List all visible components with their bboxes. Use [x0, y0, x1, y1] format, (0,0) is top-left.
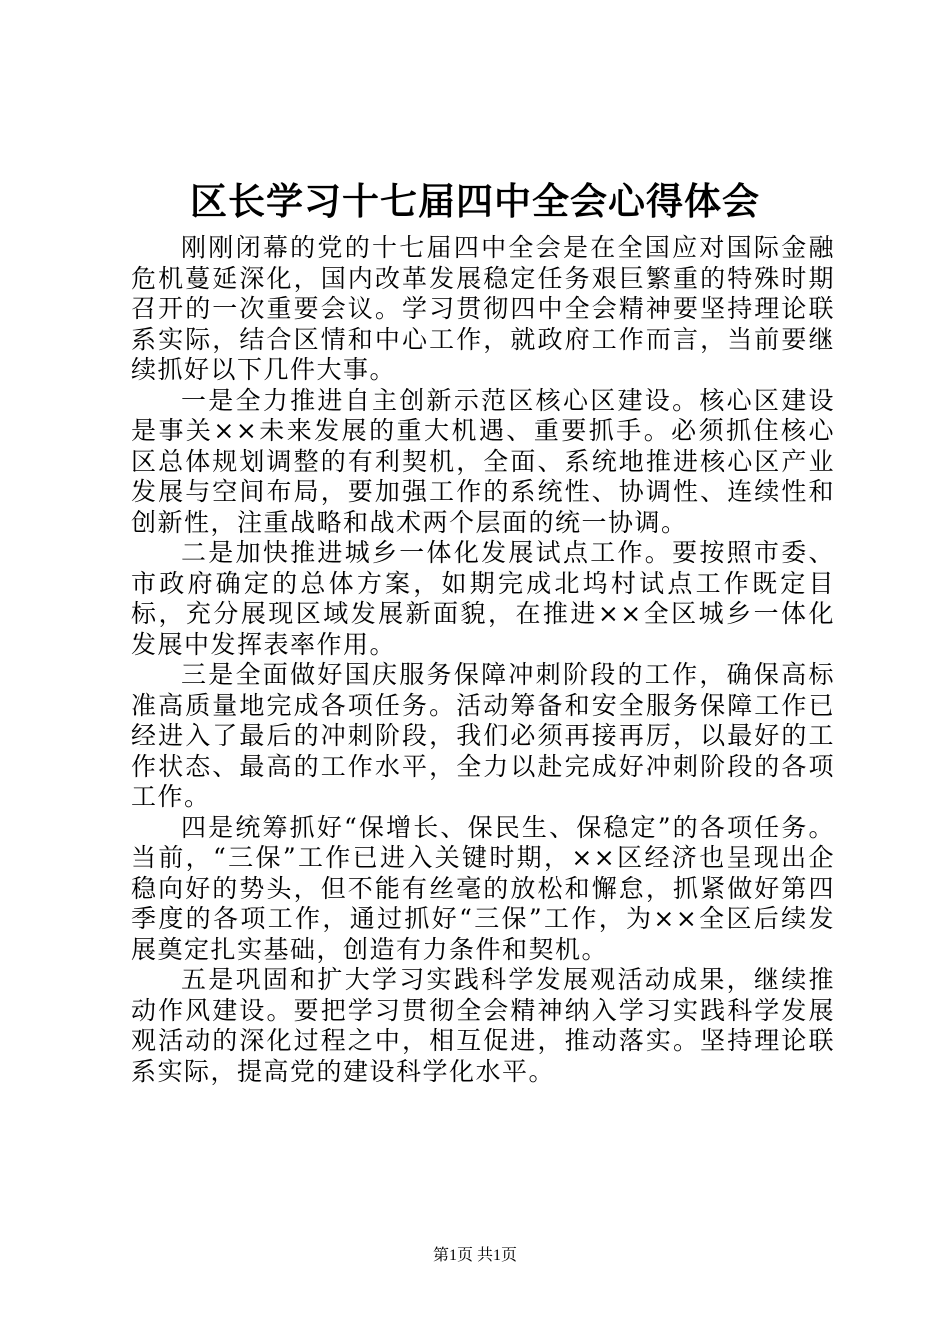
document-title: 区长学习十七届四中全会心得体会 — [190, 180, 760, 223]
paragraph-point-4: 四是统筹抓好“保增长、保民生、保稳定”的各项任务。当前，“三保”工作已进入关键时期，××区经济也呈现出企稳向好的势头，但不能有丝毫的放松和懈怠，抓紧做好第四季度的各项工作，通过抓好“三保”工作，为××全区后续发展奠定扎实基础，创造有力条件和契机。 — [131, 812, 835, 964]
document-body — [131, 233, 835, 1087]
paragraph-point-5: 五是巩固和扩大学习实践科学发展观活动成果，继续推动作风建设。要把学习贯彻全会精神纳入学习实践科学发展观活动的深化过程之中，相互促进，推动落实。坚持理论联系实际，提高党的建设科学化水平。 — [131, 965, 835, 1086]
paragraph-point-3: 三是全面做好国庆服务保障冲刺阶段的工作，确保高标准高质量地完成各项任务。活动筹备和安全服务保障工作已经进入了最后的冲刺阶段，我们必须再接再厉，以最好的工作状态、最高的工作水平，全力以赴完成好冲刺阶段的各项工作。 — [131, 660, 835, 811]
page-footer: 第1页 共1页 — [432, 1247, 517, 1264]
paragraph-intro: 刚刚闭幕的党的十七届四中全会是在全国应对国际金融危机蔓延深化，国内改革发展稳定任务艰巨繁重的特殊时期召开的一次重要会议。学习贯彻四中全会精神要坚持理论联系实际，结合区情和中心工作，就政府工作而言，当前要继续抓好以下几件大事。 — [131, 233, 835, 384]
paragraph-point-2: 二是加快推进城乡一体化发展试点工作。要按照市委、市政府确定的总体方案，如期完成北坞村试点工作既定目标，充分展现区域发展新面貌，在推进××全区城乡一体化发展中发挥表率作用。 — [131, 538, 835, 659]
paragraph-point-1: 一是全力推进自主创新示范区核心区建设。核心区建设是事关××未来发展的重大机遇、重要抓手。必须抓住核心区总体规划调整的有利契机，全面、系统地推进核心区产业发展与空间布局，要加强工作的系统性、协调性、连续性和创新性，注重战略和战术两个层面的统一协调。 — [131, 385, 835, 537]
